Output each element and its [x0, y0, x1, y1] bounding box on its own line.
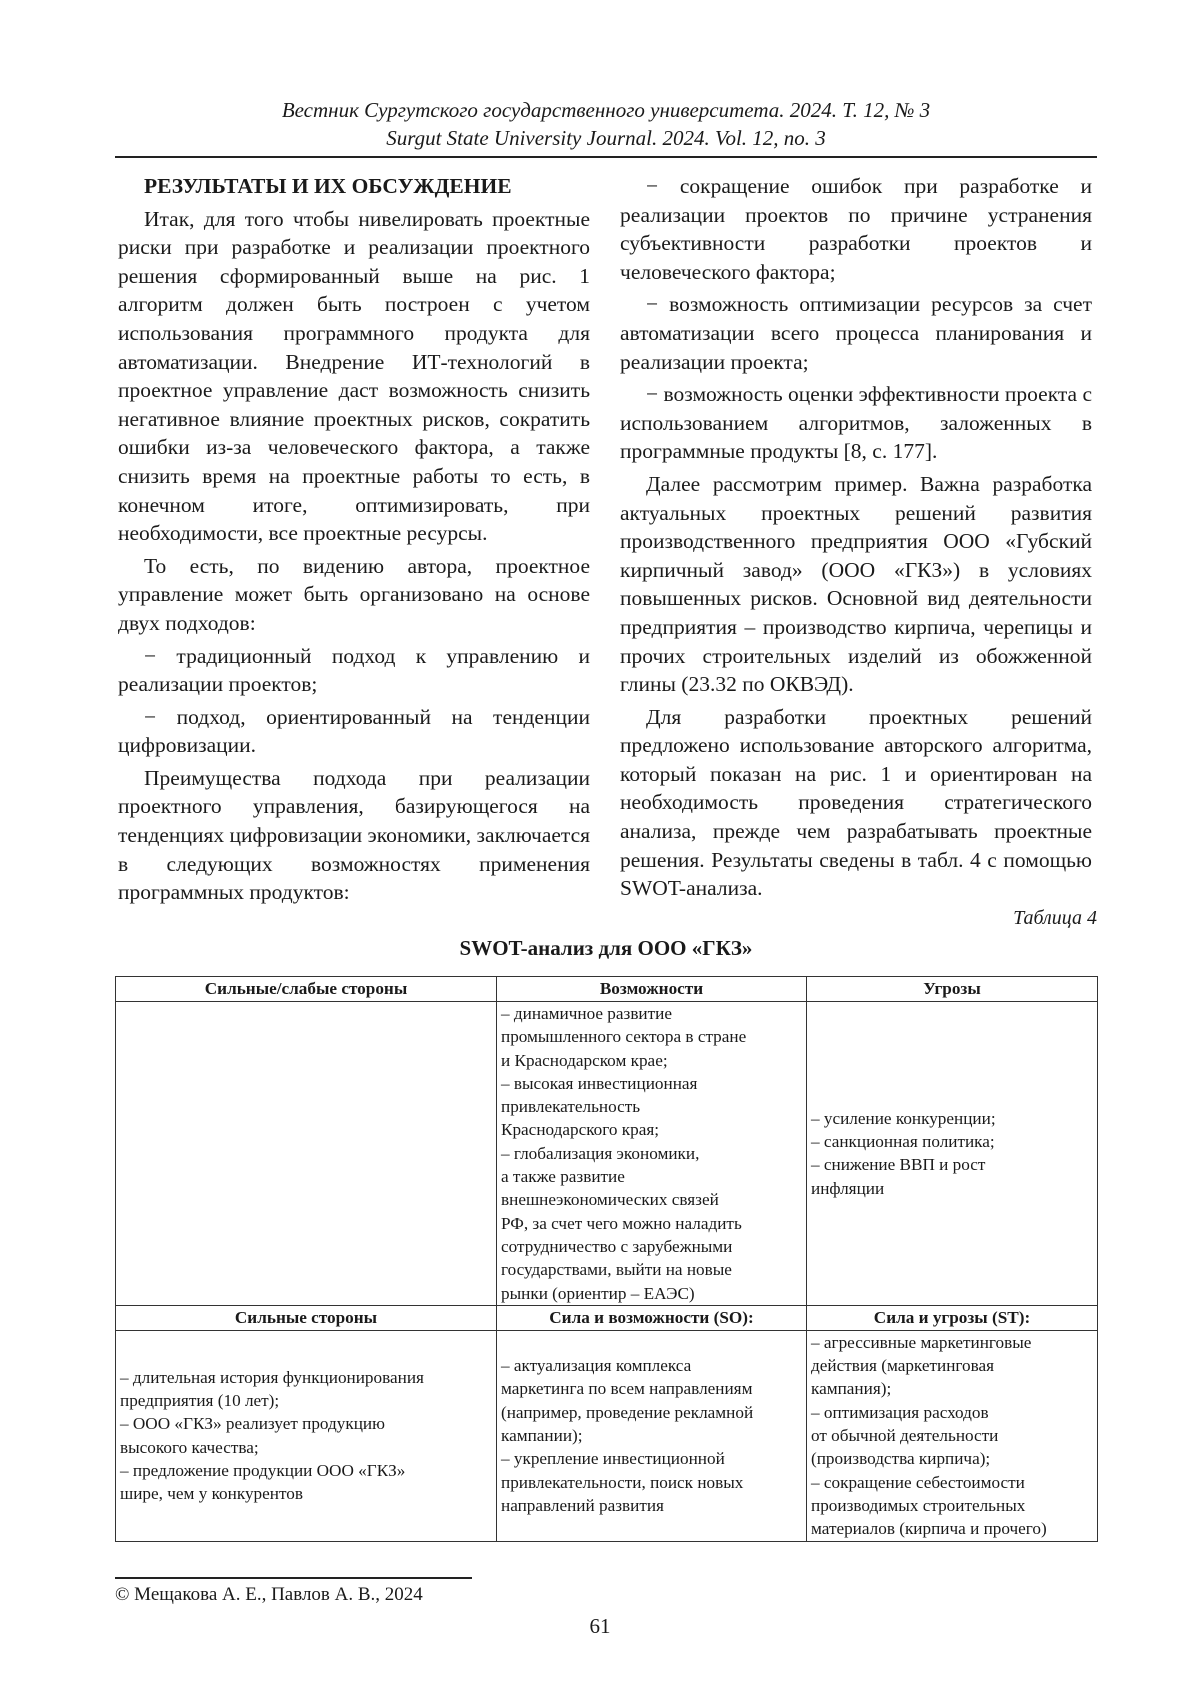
- cell-line: – длительная история функционирования: [120, 1367, 424, 1387]
- cell-line: (производства кирпича);: [811, 1449, 991, 1469]
- section-heading: РЕЗУЛЬТАТЫ И ИХ ОБСУЖДЕНИЕ: [144, 174, 512, 198]
- cell-line: – снижение ВВП и рост: [811, 1155, 986, 1175]
- cell-line: (например, проведение рекламной: [501, 1402, 754, 1422]
- journal-header: [115, 96, 1097, 152]
- threats-cell: [807, 1002, 1098, 1306]
- cell-line: кампании);: [501, 1426, 583, 1446]
- list-item: − возможность оценки эффективности проекта с использованием алгоритмов, заложенных в программные продукты [8, с. 177].: [620, 382, 1092, 464]
- table-title: SWOT-анализ для ООО «ГКЗ»: [459, 936, 753, 960]
- header-divider: [115, 156, 1097, 158]
- so-cell: [497, 1330, 807, 1541]
- cell-line: направлений развития: [501, 1495, 664, 1515]
- cell-line: инфляции: [811, 1178, 885, 1198]
- page-number: 61: [589, 1614, 611, 1638]
- swot-table: [115, 976, 1098, 1542]
- cell-line: – сокращение себестоимости: [811, 1472, 1025, 1492]
- cell-line: предприятия (10 лет);: [120, 1391, 280, 1411]
- cell-line: – укрепление инвестиционной: [501, 1449, 725, 1469]
- cell-line: Краснодарского края;: [501, 1120, 660, 1140]
- paragraph: Итак, для того чтобы нивелировать проектные риски при разработке и реализации проектного решения сформированный выше на рис. 1 алгоритм должен быть построен с учетом использования программного продукта для автоматизации. Внедрение ИТ-технологий в проектное управление даст возможность снизить негативное влияние проектных рисков, сократить ошибки из-за человеческого фактора, а также снизить время на проектные работы то есть, в конечном итоге, оптимизировать, при необходимости, все проектные ресурсы.: [118, 206, 590, 546]
- footnote-divider: [115, 1577, 472, 1579]
- paragraph: Далее рассмотрим пример. Важна разработка актуальных проектных решений развития производственного предприятия ООО «Губский кирпичный завод» (ООО «ГКЗ») в условиях повышенных рисков. Основной вид деятельности предприятия – производство кирпича, черепицы и прочих строительных изделий из обожженной глины (23.32 по ОКВЭД).: [620, 471, 1092, 697]
- paragraph: Для разработки проектных решений предложено использование авторского алгоритма, который показан на рис. 1 и ориентирован на необходимость проведения стратегического анализа, прежде чем разрабатывать проектные решения. Результаты сведены в табл. 4 с помощью SWOT-анализа.: [620, 704, 1092, 901]
- header-cell-st: Сила и угрозы (ST):: [807, 1305, 1098, 1330]
- cell-line: рынки (ориентир – ЕАЭС): [501, 1283, 695, 1303]
- cell-line: – санкционная политика;: [811, 1132, 995, 1152]
- table-row: [116, 1330, 1098, 1541]
- table-header-row: [116, 1305, 1098, 1330]
- journal-header-en: Surgut State University Journal. 2024. Vol. 12, no. 3: [386, 126, 826, 150]
- cell-line: внешнеэкономических связей: [501, 1190, 719, 1210]
- strengths-cell: [116, 1330, 497, 1541]
- cell-line: материалов (кирпича и прочего): [811, 1519, 1047, 1539]
- paragraph: То есть, по видению автора, проектное управление может быть организовано на основе двух подходов:: [118, 553, 590, 635]
- cell-line: – актуализация комплекса: [501, 1356, 692, 1376]
- cell-line: привлекательность: [501, 1097, 641, 1117]
- cell-line: промышленного сектора в стране: [501, 1027, 747, 1047]
- cell-line: от обычной деятельности: [811, 1426, 999, 1446]
- cell-line: высокого качества;: [120, 1437, 259, 1457]
- cell-line: – высокая инвестиционная: [501, 1073, 698, 1093]
- header-cell-so: Сила и возможности (SO):: [497, 1305, 807, 1330]
- cell-line: действия (маркетинговая: [811, 1356, 995, 1376]
- cell-line: – агрессивные маркетинговые: [811, 1332, 1032, 1352]
- cell-line: – глобализация экономики,: [501, 1143, 700, 1163]
- header-cell-opportunities: Возможности: [497, 977, 807, 1002]
- header-cell-strengths-weaknesses: Сильные/слабые стороны: [116, 977, 497, 1002]
- st-cell: [807, 1330, 1098, 1541]
- cell-line: – ООО «ГКЗ» реализует продукцию: [120, 1414, 385, 1434]
- cell-line: – предложение продукции ООО «ГКЗ»: [120, 1460, 406, 1480]
- paragraph: Преимущества подхода при реализации проектного управления, базирующегося на тенденциях цифровизации экономики, заключается в следующих возможностях применения программных продуктов:: [118, 765, 590, 905]
- journal-header-ru: Вестник Сургутского государственного университета. 2024. Т. 12, № 3: [281, 98, 931, 122]
- copyright-footnote: © Мещакова А. Е., Павлов А. В., 2024: [115, 1584, 423, 1605]
- opportunities-cell: [497, 1002, 807, 1306]
- table-row: [116, 1002, 1098, 1306]
- cell-line: – динамичное развитие: [501, 1004, 672, 1023]
- header-cell-strengths: Сильные стороны: [116, 1305, 497, 1330]
- cell-line: а также развитие: [501, 1167, 625, 1187]
- cell-line: шире, чем у конкурентов: [120, 1484, 303, 1504]
- table-label: Таблица 4: [1013, 907, 1097, 929]
- cell-line: производимых строительных: [811, 1495, 1026, 1515]
- cell-line: государствами, выйти на новые: [501, 1260, 732, 1280]
- list-item: − подход, ориентированный на тенденции цифровизации.: [118, 704, 590, 758]
- cell-line: маркетинга по всем направлениям: [501, 1379, 753, 1399]
- cell-line: сотрудничество с зарубежными: [501, 1236, 733, 1256]
- cell-line: и Краснодарском крае;: [501, 1050, 668, 1070]
- left-column: [118, 172, 590, 911]
- cell-line: РФ, за счет чего можно наладить: [501, 1213, 742, 1233]
- list-item: − возможность оптимизации ресурсов за счет автоматизации всего процесса планирования и реализации проекта;: [620, 292, 1092, 374]
- cell-line: – оптимизация расходов: [811, 1402, 989, 1422]
- empty-cell: [116, 1002, 497, 1306]
- right-column: [620, 172, 1092, 907]
- list-item: − сокращение ошибок при разработке и реализации проектов по причине устранения субъективности разработки проектов и человеческого фактора;: [620, 174, 1092, 284]
- cell-line: кампания);: [811, 1379, 892, 1399]
- list-item: − традиционный подход к управлению и реализации проектов;: [118, 643, 590, 697]
- cell-line: – усиление конкуренции;: [811, 1108, 996, 1128]
- cell-line: привлекательности, поиск новых: [501, 1472, 744, 1492]
- header-cell-threats: Угрозы: [807, 977, 1098, 1002]
- table-header-row: [116, 977, 1098, 1002]
